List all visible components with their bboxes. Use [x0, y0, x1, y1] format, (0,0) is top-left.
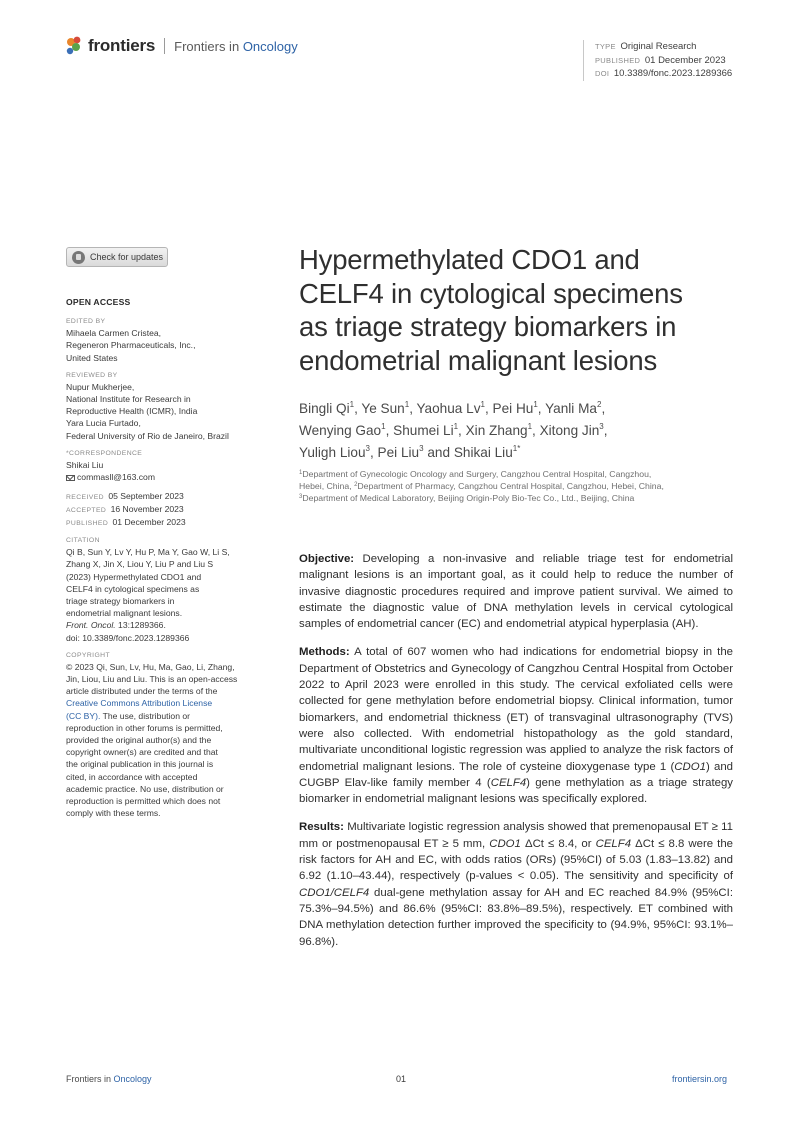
check-for-updates-button[interactable]	[66, 247, 168, 267]
header-divider	[164, 38, 165, 54]
footer-journal[interactable]	[66, 1074, 152, 1084]
author[interactable]: Xin Zhang$^1$	[465, 422, 533, 438]
article-dates	[66, 490, 256, 529]
meta-type-value: Original Research	[620, 41, 697, 52]
copyright-line: article distributed under the terms of the	[66, 686, 218, 697]
article-title	[299, 243, 739, 377]
abstract-methods: Methods: A total of 607 women who had indications for endometrial biopsy in the Department of Obstetrics and Gynecology of Cangzhou Central Hospital from October 2022 to April 2023 were enrolled in this study. The cervical exfoliated cells were collected for gene methylation before endometrial biopsy. Clinical information, tumor biomarkers, and endometrial thickness (ET) of transvaginal ultrasonography (TVS) were also collected. With endometrial histopathology as the gold standard, multivariate unconditional logistic regression was applied to analyze the risk factors of endometrial malignant lesions. The role of cysteine dioxygenase type 1 (CDO1) and CUGBP Elav-like family member 4 (CELF4) gene methylation as a triage strategy biomarker in endometrial malignant lesions was specifically explored.	[299, 646, 733, 806]
copyright-line: copyright owner(s) are credited and that	[66, 747, 218, 758]
citation-line: CELF4 in cytological specimens as	[66, 583, 200, 594]
check-for-updates-label: Check for updates	[90, 252, 164, 262]
received-label: RECEIVED	[66, 494, 104, 502]
affiliations	[299, 468, 719, 505]
author[interactable]: Ye Sun$^1$	[361, 400, 410, 416]
published-value: 01 December 2023	[112, 517, 186, 528]
reviewed-by-label: REVIEWED BY	[66, 371, 118, 379]
citation-label: CITATION	[66, 537, 100, 545]
title-line: endometrial malignant lesions	[299, 344, 658, 376]
author[interactable]: Yanli Ma$^2$	[545, 400, 602, 416]
journal-name[interactable]	[174, 39, 298, 54]
author-list: Bingli Qi$^1$, Ye Sun$^1$, Yaohua Lv$^1$, Pei Hu$^1$, Yanli Ma$^2$, Wenying Gao$^1$, Shumei Li$^1$, Xin Zhang$^1$, Xitong Jin$^3$, Yuligh Liou$^3$, Pei Liu$^3$ and Shikai Liu$^{1*}$	[299, 400, 608, 460]
footer-site-link[interactable]: frontiersin.org	[672, 1074, 728, 1084]
gene-name: CDO1	[674, 760, 706, 773]
copyright-line: provided the original author(s) and the	[66, 735, 212, 746]
citation-volume: 13:1289366.	[115, 620, 166, 631]
frontiers-logo-icon	[66, 36, 84, 56]
copyright-line	[66, 710, 256, 722]
open-access-label: OPEN ACCESS	[66, 297, 131, 307]
objective-text: Developing a non-invasive and reliable triage test for endometrial malignant lesions is an important goal, as it could help to reduce the number of invasive diagnostic procedures required and improve patient survival. We aimed to estimate the diagnostic value of DNA methylation levels in cervical cytological samples of endometrial cancer (EC) and endometrial atypical hyperplasia (AH).	[299, 553, 733, 631]
author[interactable]: Shumei Li$^1$	[393, 422, 459, 438]
citation-line: Zhang X, Jin X, Liou Y, Liu P and Liu S	[66, 559, 214, 570]
abstract-results: Results: Multivariate logistic regression analysis showed that premenopausal ET ≥ 11 mm or postmenopausal ET ≥ 5 mm, CDO1 ΔCt ≤ 8.4, or CELF4 ΔCt ≤ 8.8 were the risk factors for AH and EC, with odds ratios (ORs) (95%CI) of 5.03 (1.83–13.82) and 6.92 (1.10–43.44), respectively (p-values < 0.05). The sensitivity and specificity of CDO1/CELF4 dual-gene methylation assay for AH and EC reached 84.9% (95%CI: 75.3%–94.5%) and 86.6% (95%CI: 83.8%–89.5%), respectively. ET combined with DNA methylation detection further improved the specificity to (94.9%, 95%CI: 93.1%–96.8%).	[299, 821, 733, 948]
cc-by-link[interactable]: (CC BY).	[66, 710, 101, 721]
author[interactable]: Pei Hu$^1$	[492, 400, 538, 416]
received-date	[66, 490, 256, 503]
author[interactable]: Yuligh Liou$^3$	[299, 444, 370, 460]
reviewed-by-line: Federal University of Rio de Janeiro, Brazil	[66, 430, 229, 441]
received-value: 05 September 2023	[108, 491, 184, 502]
affiliation: $^3$Department of Medical Laboratory, Beijing Origin-Poly Bio-Tec Co., Ltd., Beijing, China	[299, 493, 635, 504]
author[interactable]: Wenying Gao$^1$	[299, 422, 386, 438]
correspondence	[66, 449, 256, 483]
title-line: as triage strategy biomarkers in	[299, 311, 677, 342]
copyright	[66, 651, 256, 820]
edited-by	[66, 317, 256, 364]
copyright-line: Jin, Liou, Liu and Liu. This is an open-access	[66, 674, 238, 685]
sidebar	[66, 296, 256, 827]
abstract	[299, 551, 733, 962]
author[interactable]: Shikai Liu$^{1*}$	[453, 444, 521, 460]
citation-line: endometrial malignant lesions.	[66, 608, 183, 619]
author[interactable]: Yaohua Lv$^1$	[416, 400, 485, 416]
correspondence-label: *CORRESPONDENCE	[66, 449, 143, 457]
accepted-label: ACCEPTED	[66, 507, 107, 515]
meta-published-value: 01 December 2023	[644, 54, 726, 66]
footer-journal-prefix: Frontiers in	[66, 1074, 112, 1084]
copyright-line: © 2023 Qi, Sun, Lv, Hu, Ma, Gao, Li, Zhang,	[66, 661, 235, 672]
objective-heading: Objective:	[299, 553, 355, 565]
affiliation: Hebei, China,	[299, 481, 352, 492]
author-and: and	[427, 445, 451, 460]
published-label: PUBLISHED	[66, 520, 109, 528]
affiliation: $^1$Department of Gynecologic Oncology and Surgery, Cangzhou Central Hospital, Cangzhou,	[299, 469, 652, 479]
copyright-line: academic practice. No use, distribution or	[66, 783, 224, 794]
accepted-date	[66, 503, 256, 516]
gene-name: CDO1/CELF4	[299, 886, 370, 899]
author[interactable]: Bingli Qi$^1$	[299, 400, 355, 416]
reviewed-by-line: Yara Lucia Furtado,	[66, 418, 141, 429]
reviewed-by-line: Nupur Mukherjee,	[66, 381, 135, 392]
title-line: CELF4 in cytological specimens	[299, 277, 683, 309]
gene-name: CELF4	[490, 776, 527, 789]
reviewed-by-line: National Institute for Research in	[66, 394, 191, 405]
citation-line: triage strategy biomarkers in	[66, 596, 175, 607]
article-meta	[583, 40, 732, 81]
citation-journal-line	[66, 619, 256, 631]
correspondence-email[interactable]: commasll@163.com	[77, 472, 155, 483]
correspondence-name: Shikai Liu	[66, 459, 104, 470]
citation-doi[interactable]: doi: 10.3389/fonc.2023.1289366	[66, 632, 190, 643]
copyright-line: comply with these terms.	[66, 808, 161, 819]
copyright-label: COPYRIGHT	[66, 651, 111, 659]
copyright-after-link: The use, distribution or	[100, 710, 191, 721]
footer-journal-accent: Oncology	[113, 1074, 152, 1084]
title-line: Hypermethylated CDO1 and	[299, 244, 640, 275]
brand-name: frontiers	[88, 36, 156, 55]
copyright-line: reproduction in other forums is permitted,	[66, 722, 223, 733]
abstract-objective	[299, 551, 733, 632]
meta-published-label: PUBLISHED	[595, 55, 641, 65]
author[interactable]: Pei Liu$^3$	[377, 444, 424, 460]
edited-by-line: United States	[66, 352, 118, 363]
published-date	[66, 516, 256, 529]
author[interactable]: Xitong Jin$^3$	[539, 422, 604, 438]
meta-doi-value[interactable]: 10.3389/fonc.2023.1289366	[613, 68, 733, 79]
correspondence-email-link[interactable]	[66, 471, 256, 483]
journal-accent: Oncology	[242, 38, 298, 54]
copyright-line: the original publication in this journal is	[66, 759, 214, 770]
meta-type-label: TYPE	[595, 42, 616, 51]
bookmark-icon	[72, 251, 85, 264]
gene-name: CELF4	[595, 837, 632, 850]
envelope-icon	[66, 475, 75, 481]
copyright-line: reproduction is permitted which does not	[66, 796, 221, 807]
edited-by-line: Mihaela Carmen Cristea,	[66, 328, 162, 339]
copyright-line: cited, in accordance with accepted	[66, 771, 198, 782]
journal-prefix: Frontiers in	[174, 38, 240, 54]
page-number: 01	[396, 1074, 407, 1084]
citation-journal: Front. Oncol.	[66, 620, 116, 631]
accepted-value: 16 November 2023	[110, 504, 184, 515]
meta-doi[interactable]	[595, 67, 732, 81]
meta-published	[595, 54, 732, 68]
results-heading: Results:	[299, 821, 344, 834]
affiliation: $^2$Department of Pharmacy, Cangzhou Central Hospital, Cangzhou, Hebei, China,	[354, 481, 664, 492]
citation-line: (2023) Hypermethylated CDO1 and	[66, 571, 202, 582]
edited-by-label: EDITED BY	[66, 318, 106, 326]
meta-doi-label: DOI	[595, 69, 610, 78]
citation	[66, 536, 256, 644]
reviewed-by-line: Reproductive Health (ICMR), India	[66, 406, 198, 417]
reviewed-by	[66, 371, 256, 442]
meta-type	[595, 40, 732, 54]
license-link[interactable]: Creative Commons Attribution License	[66, 698, 213, 709]
edited-by-line: Regeneron Pharmaceuticals, Inc.,	[66, 340, 196, 351]
frontiers-logo[interactable]	[66, 36, 298, 56]
methods-heading: Methods:	[299, 646, 350, 659]
citation-line: Qi B, Sun Y, Lv Y, Hu P, Ma Y, Gao W, Li S,	[66, 547, 230, 558]
gene-name: CDO1	[489, 837, 521, 850]
